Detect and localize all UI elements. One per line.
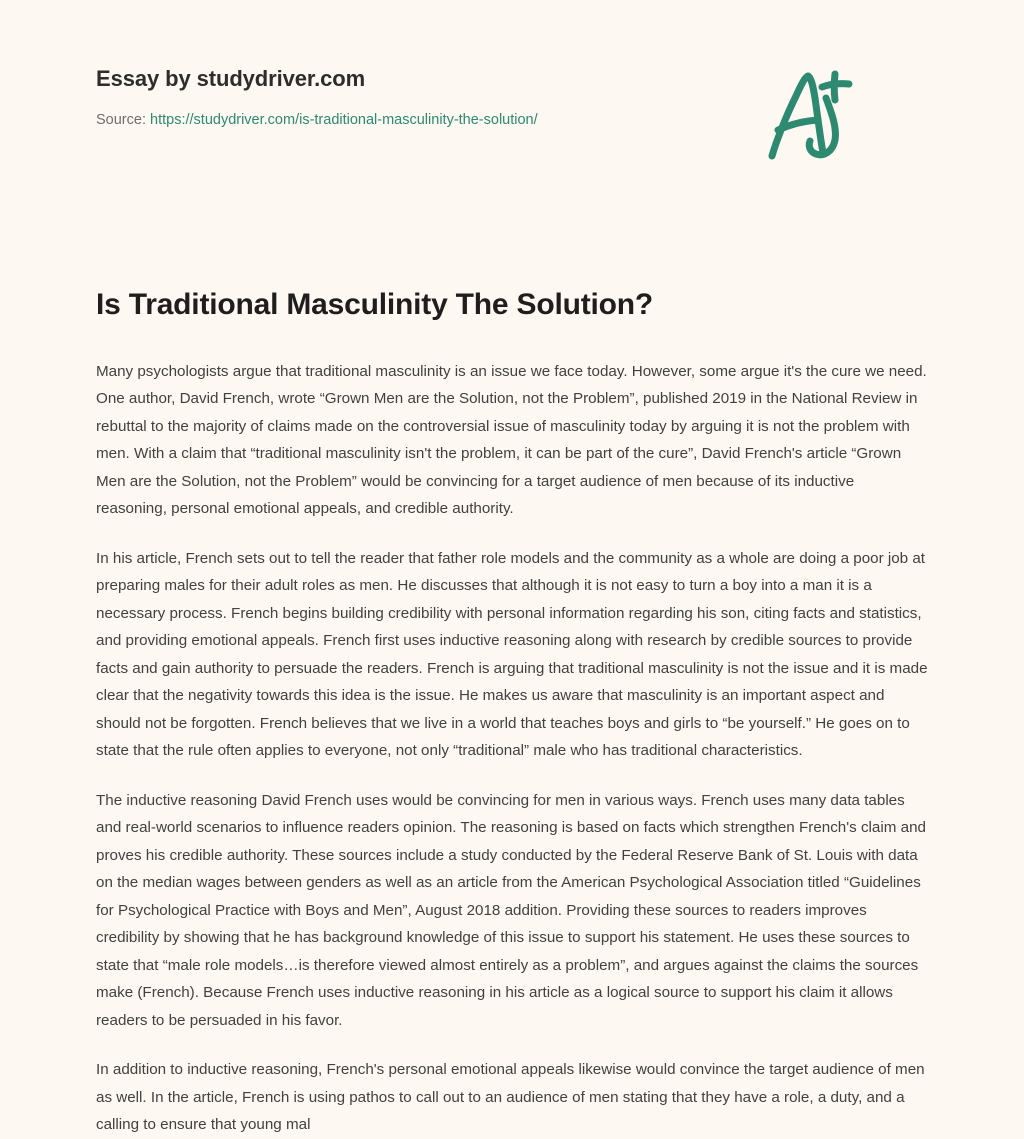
brand-title: Essay by studydriver.com xyxy=(96,66,366,91)
paragraph: The inductive reasoning David French uses would be convincing for men in various ways. French uses many data tables and real-world scenarios to influence readers opinion. The reasoning is based on facts which strengthen French's claim and proves his credible authority. These sources include a study conducted by the Federal Reserve Bank of St. Louis with data on the median wages between genders as well as an article from the American Psychological Association titled “Guidelines for Psychological Practice with Boys and Men”, August 2018 addition. Providing these sources to readers improves credibility by showing that he has background knowledge of this issue to support his statement. He uses these sources to state that “male role models…is therefore viewed almost entirely as a problem”, and argues against the claims the sources make (French). Because French uses inductive reasoning in his article as a logical source to support his claim it allows readers to be persuaded in his favor. xyxy=(96,791,926,1029)
page-header xyxy=(96,0,928,186)
source-label: Source: xyxy=(96,112,146,129)
page-title: Is Traditional Masculinity The Solution? xyxy=(96,288,654,321)
essay-body xyxy=(96,358,928,1139)
paragraph: In his article, French sets out to tell the reader that father role models and the community as a whole are doing a poor job at preparing males for their adult roles as men. He discusses that although it is not easy to turn a boy into a man it is a necessary process. French begins building credibility with personal information regarding his son, citing facts and statistics, and providing emotional appeals. French first uses inductive reasoning along with research by credible sources to provide facts and gain authority to persuade the readers. French is arguing that traditional masculinity is not the issue and it is made clear that the negativity towards this idea is the issue. He makes us aware that masculinity is an important aspect and should not be forgotten. French believes that we live in a world that teaches boys and girls to “be yourself.” He goes on to state that the rule often applies to everyone, not only “traditional” male who has traditional characteristics. xyxy=(96,549,928,759)
a-plus-logo-icon xyxy=(756,58,866,168)
source-url-link[interactable]: https://studydriver.com/is-traditional-masculinity-the-solution/ xyxy=(150,112,538,129)
paragraph: In addition to inductive reasoning, French's personal emotional appeals likewise would convince the target audience of men as well. In the article, French is using pathos to call out to an audience of men stating that they have a role, a duty, and a calling to ensure that young mal xyxy=(96,1061,925,1133)
paragraph: Many psychologists argue that traditional masculinity is an issue we face today. However, some argue it's the cure we need. One author, David French, wrote “Grown Men are the Solution, not the Problem”, published 2019 in the National Review in rebuttal to the majority of claims made on the controversial issue of masculinity today by arguing it is not the problem with men. With a claim that “traditional masculinity isn't the problem, it can be part of the cure”, David French's article “Grown Men are the Solution, not the Problem” would be convincing for a target audience of men because of its inductive reasoning, personal emotional appeals, and credible authority. xyxy=(96,362,927,517)
